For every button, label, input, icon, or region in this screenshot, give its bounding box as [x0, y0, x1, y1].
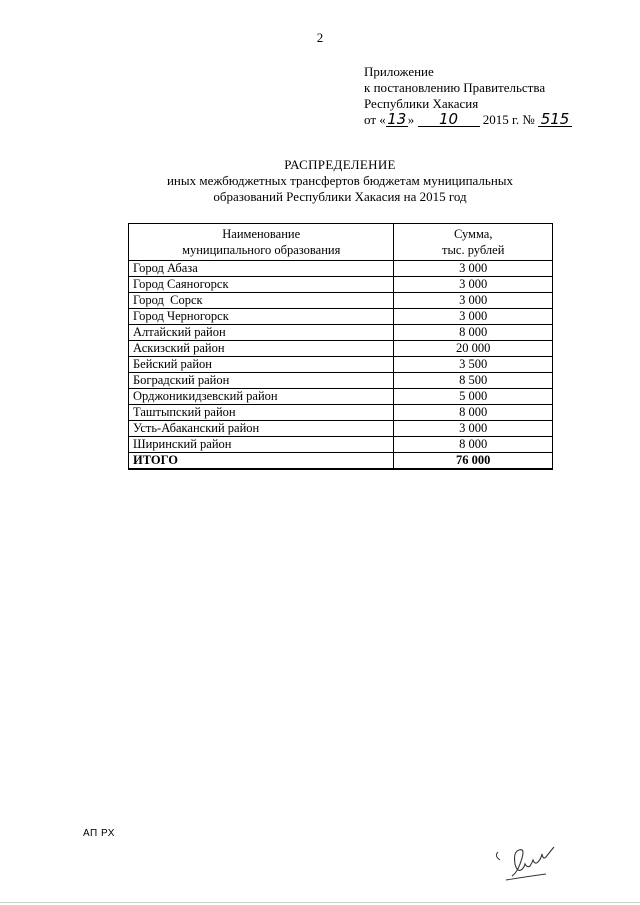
appendix-resolution: к постановлению Правительства — [364, 80, 546, 95]
appendix-label: Приложение — [364, 64, 434, 79]
date-day: 13 — [387, 110, 407, 128]
total-label: ИТОГО — [129, 453, 394, 470]
municipality-name: Аскизский район — [129, 341, 394, 357]
amount-cell: 3 000 — [394, 261, 553, 277]
page-number: 2 — [316, 30, 324, 45]
amount-cell: 3 000 — [394, 421, 553, 437]
amount-cell: 8 500 — [394, 373, 553, 389]
amount-cell: 3 500 — [394, 357, 553, 373]
date-month: 10 — [418, 112, 480, 127]
table-row — [129, 373, 553, 389]
total-row — [129, 453, 553, 470]
signature-image — [490, 836, 570, 886]
table-row — [129, 341, 553, 357]
table-row — [129, 293, 553, 309]
municipality-name: Бейский район — [129, 357, 394, 373]
title-line-3: образований Республики Хакасия на 2015 год — [213, 189, 467, 204]
date-prefix: от « — [364, 112, 386, 127]
title-main: РАСПРЕДЕЛЕНИЕ — [284, 157, 396, 172]
table-row — [129, 357, 553, 373]
header-amount: Сумма, тыс. рублей — [394, 224, 553, 261]
amount-cell: 8 000 — [394, 437, 553, 453]
document-title — [100, 157, 580, 205]
amount-cell: 8 000 — [394, 325, 553, 341]
municipality-name: Город Черногорск — [129, 309, 394, 325]
amount-cell: 8 000 — [394, 405, 553, 421]
table-row — [129, 277, 553, 293]
amount-cell: 3 000 — [394, 293, 553, 309]
municipality-name: Усть-Абаканский район — [129, 421, 394, 437]
table-row — [129, 421, 553, 437]
table-row — [129, 325, 553, 341]
municipality-name: Таштыпский район — [129, 405, 394, 421]
date-year: 2015 г. № — [482, 112, 535, 127]
municipality-name: Город Саяногорск — [129, 277, 394, 293]
appendix-republic: Республики Хакасия — [364, 96, 479, 111]
municipality-name: Орджоникидзевский район — [129, 389, 394, 405]
appendix-header — [364, 64, 572, 128]
amount-cell: 20 000 — [394, 341, 553, 357]
footer-mark: АП РХ — [83, 828, 115, 839]
municipality-name: Ширинский район — [129, 437, 394, 453]
table-header-row — [129, 224, 553, 261]
table-row — [129, 389, 553, 405]
municipality-name: Алтайский район — [129, 325, 394, 341]
municipality-name: Боградский район — [129, 373, 394, 389]
date-quote-close: » — [407, 112, 415, 127]
header-name: Наименование муниципального образования — [129, 224, 394, 261]
table-row — [129, 437, 553, 453]
table-row — [129, 261, 553, 277]
document-number: 515 — [538, 112, 572, 127]
appendix-date-line — [364, 112, 572, 128]
total-amount: 76 000 — [394, 453, 553, 470]
municipality-name: Город Сорск — [129, 293, 394, 309]
title-line-2: иных межбюджетных трансфертов бюджетам муниципальных — [166, 173, 514, 188]
table-row — [129, 309, 553, 325]
amount-cell: 5 000 — [394, 389, 553, 405]
amount-cell: 3 000 — [394, 309, 553, 325]
table-row — [129, 405, 553, 421]
bottom-rule — [0, 902, 640, 903]
distribution-table — [128, 223, 553, 470]
amount-cell: 3 000 — [394, 277, 553, 293]
municipality-name: Город Абаза — [129, 261, 394, 277]
